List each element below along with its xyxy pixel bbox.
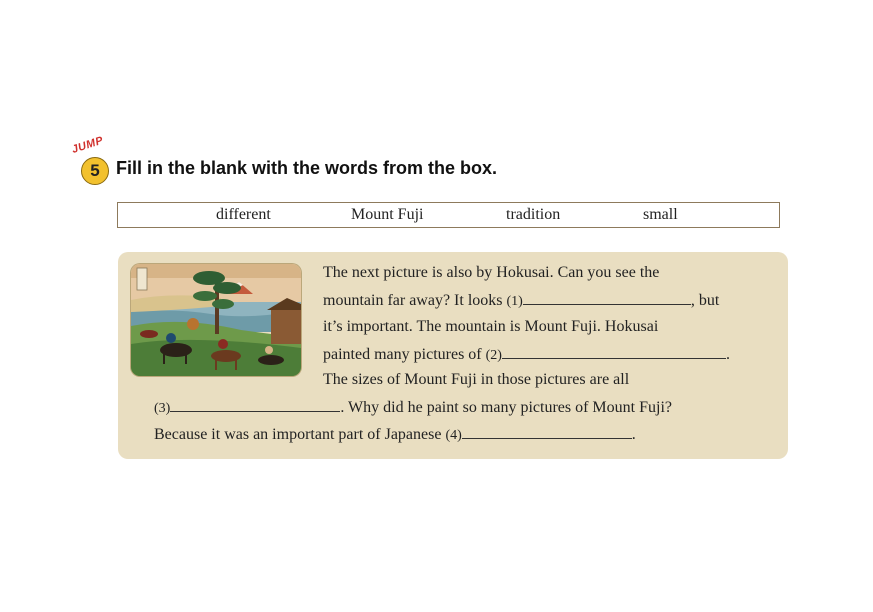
passage-line-7 xyxy=(154,424,636,446)
word-option: tradition xyxy=(506,206,561,223)
passage-line-1: The next picture is also by Hokusai. Can you see the xyxy=(323,264,660,281)
jump-label: JUMP xyxy=(70,134,105,156)
reading-passage xyxy=(118,252,788,459)
word-option: different xyxy=(216,206,271,223)
blank-number: (3) xyxy=(154,401,171,416)
exercise-header xyxy=(70,134,672,188)
answer-blank-1[interactable] xyxy=(523,290,691,305)
exercise-number-badge: 5 xyxy=(81,157,109,185)
passage-text: mountain far away? It looks xyxy=(323,292,503,309)
passage-text: . xyxy=(725,346,730,363)
blank-number: (4) xyxy=(445,428,462,443)
passage-text: . xyxy=(631,426,636,443)
word-box xyxy=(117,202,780,228)
instruction-text: Fill in the blank with the words from the box. xyxy=(116,158,498,178)
passage-line-3: it’s important. The mountain is Mount Fuji. Hokusai xyxy=(323,318,659,335)
blank-number: (1) xyxy=(506,294,523,309)
passage-text: . Why did he paint so many pictures of Mount Fuji? xyxy=(340,399,672,416)
passage-line-5: The sizes of Mount Fuji in those pictures are all xyxy=(323,371,630,388)
passage-text: , but xyxy=(690,292,720,309)
passage-line-4 xyxy=(323,344,730,366)
word-option: Mount Fuji xyxy=(351,206,424,223)
word-option: small xyxy=(643,206,678,223)
passage-text: Because it was an important part of Japanese xyxy=(154,426,442,443)
answer-blank-3[interactable] xyxy=(170,397,340,412)
passage-text: painted many pictures of xyxy=(323,346,482,363)
passage-line-2 xyxy=(323,290,719,312)
passage-line-6 xyxy=(154,397,672,419)
answer-blank-4[interactable] xyxy=(462,424,632,439)
hokusai-woodblock-print-image xyxy=(131,264,301,376)
blank-number: (2) xyxy=(485,348,502,363)
answer-blank-2[interactable] xyxy=(502,344,726,359)
